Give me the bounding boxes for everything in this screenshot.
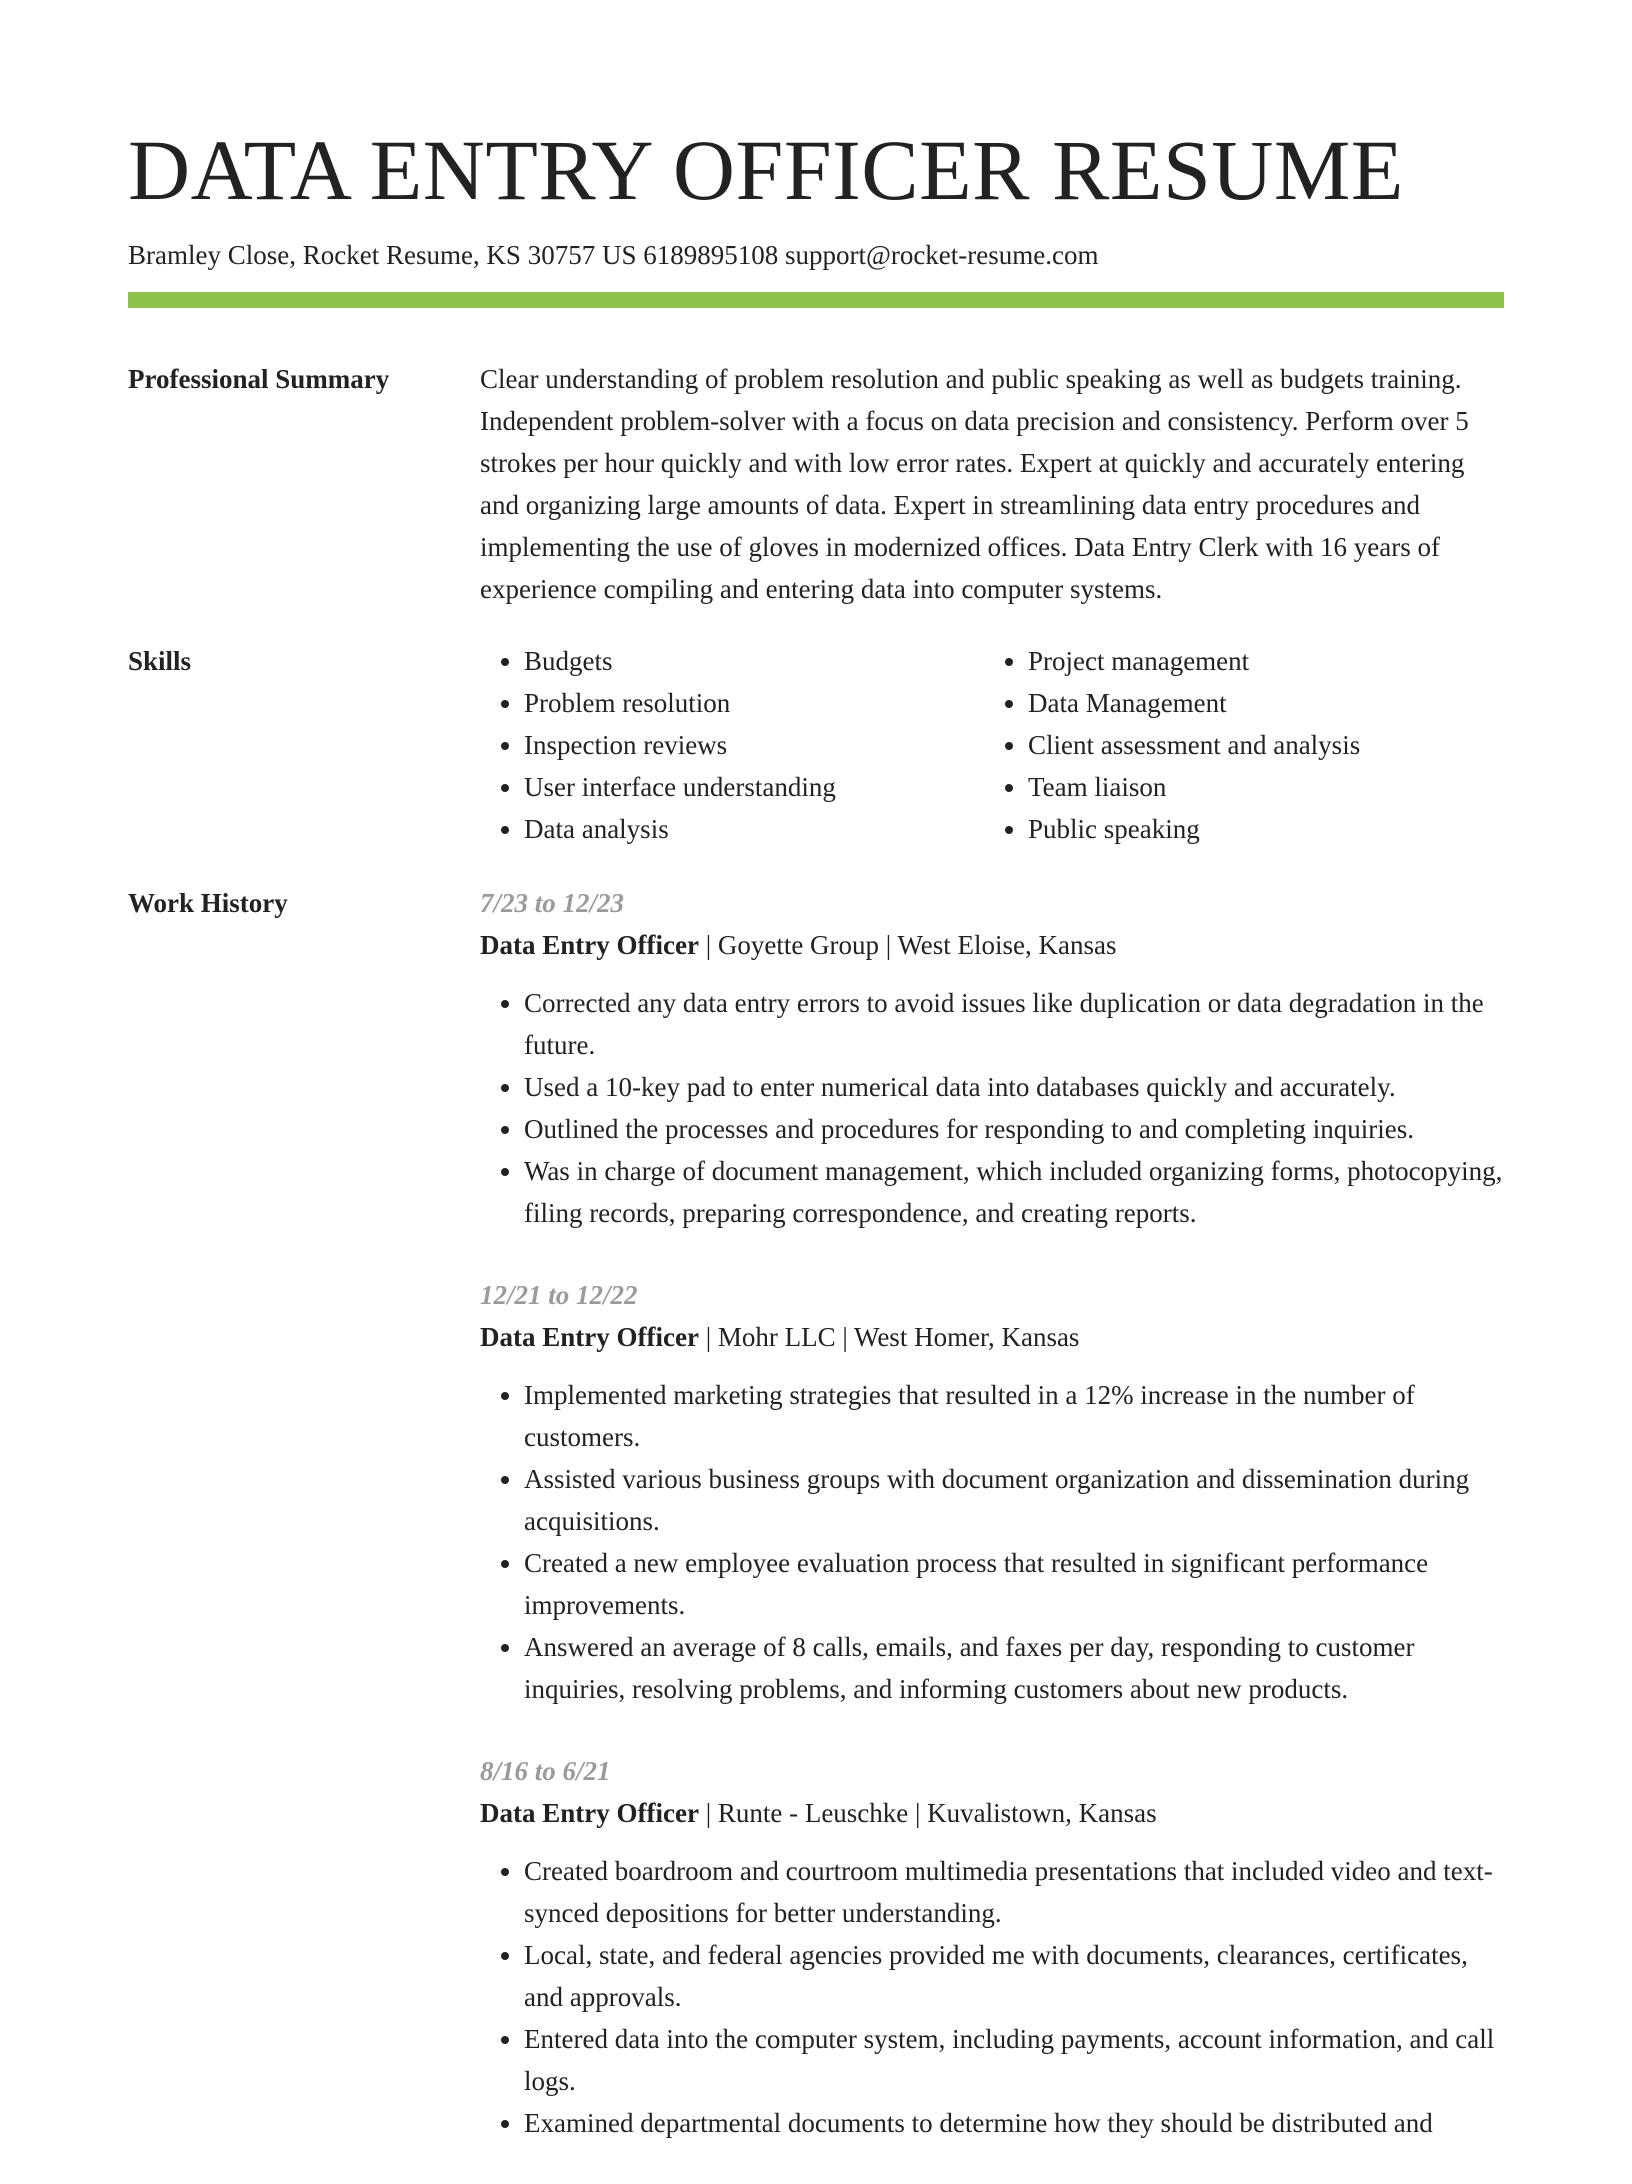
job-bullet: • Implemented marketing strategies that resulted in a 12% increase in the number of customers. (524, 1374, 1504, 1458)
job-bullet: • Used a 10-key pad to enter numerical data into databases quickly and accurately. (524, 1066, 1504, 1108)
job-bullet: • Entered data into the computer system, including payments, account information, and call logs. (524, 2018, 1504, 2102)
skill-item: • User interface understanding (524, 766, 984, 808)
job-bullets (480, 1850, 1504, 2144)
skill-item: • Problem resolution (524, 682, 984, 724)
skills-list-left (480, 640, 984, 850)
job-entry (480, 1750, 1504, 2144)
accent-divider (128, 292, 1504, 308)
job-entry (480, 1274, 1504, 1710)
resume-title: DATA ENTRY OFFICER RESUME (128, 122, 1404, 218)
job-bullet: • Local, state, and federal agencies provided me with documents, clearances, certificates, and approvals. (524, 1934, 1504, 2018)
work-history-heading: Work History (128, 888, 288, 918)
skills-section (128, 640, 1504, 850)
skill-item: • Public speaking (1028, 808, 1488, 850)
job-bullet: • Answered an average of 8 calls, emails, and faxes per day, responding to customer inquiries, resolving problems, and informing customers about new products. (524, 1626, 1504, 1710)
summary-section (128, 358, 1504, 610)
summary-heading: Professional Summary (128, 364, 390, 394)
skill-item: • Project management (1028, 640, 1488, 682)
job-bullet: • Assisted various business groups with document organization and dissemination during acquisitions. (524, 1458, 1504, 1542)
job-employer-location: | Mohr LLC | West Homer, Kansas (698, 1322, 1080, 1352)
skill-item: • Data Management (1028, 682, 1488, 724)
job-bullet: • Outlined the processes and procedures for responding to and completing inquiries. (524, 1108, 1504, 1150)
job-bullet: • Created a new employee evaluation process that resulted in significant performance improvements. (524, 1542, 1504, 1626)
job-bullet: • Was in charge of document management, which included organizing forms, photocopying, filing records, preparing correspondence, and creating reports. (524, 1150, 1504, 1234)
work-history-section (128, 882, 1504, 2184)
skills-heading: Skills (128, 646, 192, 676)
skill-item: • Inspection reviews (524, 724, 984, 766)
job-entry (480, 882, 1504, 1234)
summary-text: Clear understanding of problem resolution and public speaking as well as budgets training. Independent problem-solver with a focus on data precision and consistency. Perform over 5 strokes per hour quickly and with low error rates. Expert at quickly and accurately entering and organizing large amounts of data. Expert in streamlining data entry procedures and implementing the use of gloves in modernized offices. Data Entry Clerk with 16 years of experience compiling and entering data into computer systems. (480, 364, 1469, 604)
contact-line: Bramley Close, Rocket Resume, KS 30757 US 6189895108 support@rocket-resume.com (128, 240, 1099, 270)
job-dates: 12/21 to 12/22 (480, 1280, 638, 1310)
job-bullets (480, 982, 1504, 1234)
job-bullet: • Examined departmental documents to determine how they should be distributed and (524, 2102, 1504, 2144)
skills-list-right (984, 640, 1488, 850)
job-role: Data Entry Officer (480, 930, 699, 960)
job-role: Data Entry Officer (480, 1322, 699, 1352)
job-dates: 8/16 to 6/21 (480, 1756, 611, 1786)
skill-item: • Team liaison (1028, 766, 1488, 808)
job-title-line (480, 1792, 1504, 1834)
job-bullet: • Corrected any data entry errors to avoid issues like duplication or data degradation in the future. (524, 982, 1504, 1066)
skill-item: • Budgets (524, 640, 984, 682)
job-employer-location: | Runte - Leuschke | Kuvalistown, Kansas (698, 1798, 1157, 1828)
job-title-line (480, 1316, 1504, 1358)
job-dates: 7/23 to 12/23 (480, 888, 625, 918)
job-role: Data Entry Officer (480, 1798, 699, 1828)
job-bullets (480, 1374, 1504, 1710)
skill-item: • Client assessment and analysis (1028, 724, 1488, 766)
job-title-line (480, 924, 1504, 966)
job-bullet: • Created boardroom and courtroom multimedia presentations that included video and text-synced depositions for better understanding. (524, 1850, 1504, 1934)
skill-item: • Data analysis (524, 808, 984, 850)
job-employer-location: | Goyette Group | West Eloise, Kansas (698, 930, 1117, 960)
